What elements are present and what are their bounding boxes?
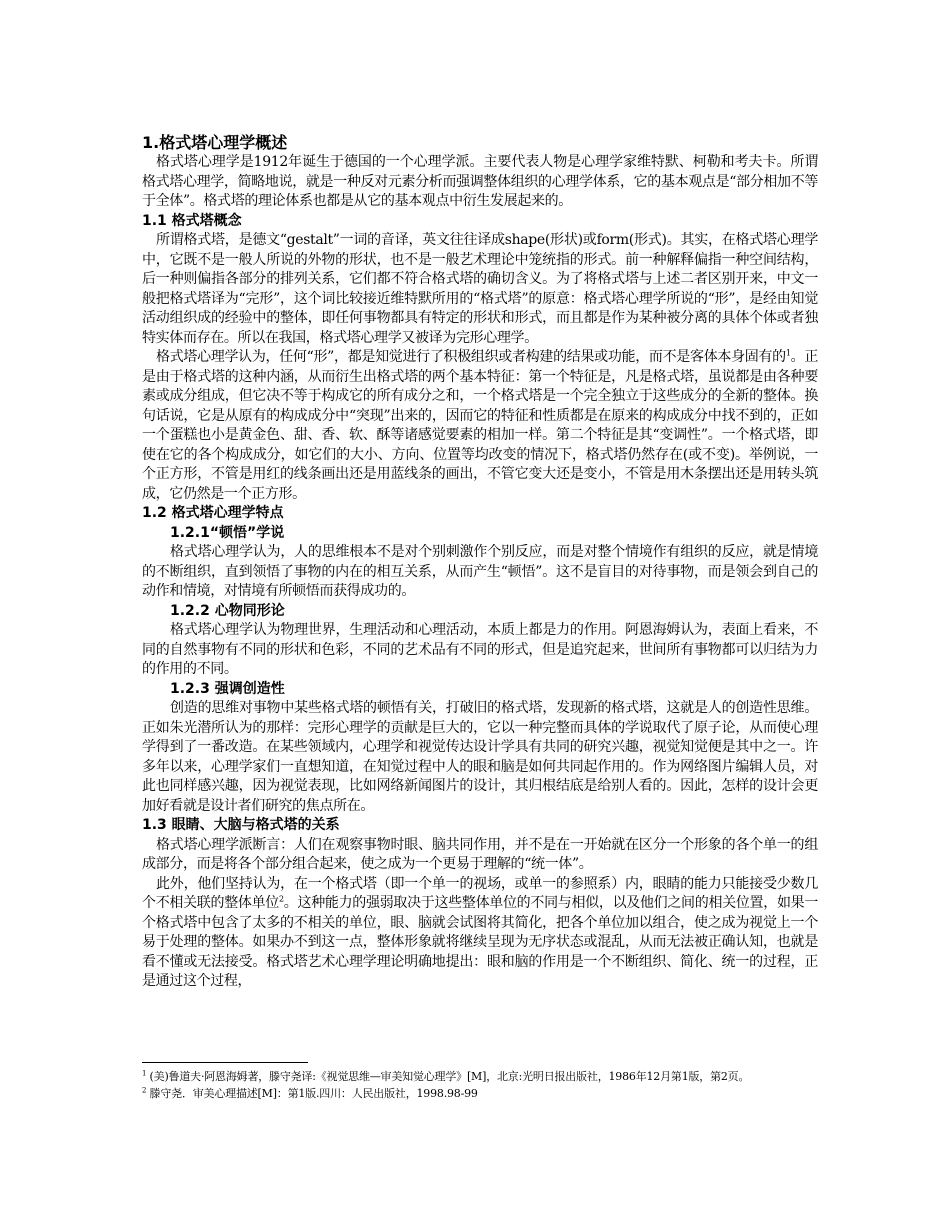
section-1-1-heading: 1.1 格式塔概念: [142, 212, 242, 229]
section-1-3-paragraph-2: [142, 875, 818, 992]
paragraph-text: 格式塔心理学认为，任何“形”，都是知觉进行了积极组织或者构建的结果或功能，而不是客体本身固有的: [156, 349, 786, 365]
paragraph-text: 此外，他们坚持认为，在一个格式塔（即一个单一的视场，或单一的参照系）内，眼睛的能力只能接受少数几个不相关联的整体单位: [142, 875, 818, 911]
footnote-separator: [142, 1062, 308, 1063]
section-1-3-heading: 1.3 眼睛、大脑与格式塔的关系: [142, 817, 340, 833]
footnote-mark: 1: [142, 1069, 147, 1078]
paragraph-text: 。正是由于格式塔的这种内涵，从而衍生出格式塔的两个基本特征：第一个特征是，凡是格式塔，虽说都是由各种要素或成分组成，但它决不等于构成它的所有成分之和，一个格式塔是一个完全独立于这些成分的全新的整体。换句话说，它是从原有的构成成分中“突现”出来的，因而它的特征和性质都是在原来的构成成分中找不到的，正如一个蛋糕也小是黄金色、甜、香、软、酥等诸感觉要素的相加一样。第二个特征是其“变调性”。一个格式塔，即使在它的各个构成成分，如它们的大小、方向、位置等均改变的情况下，格式塔仍然存在(或不变)。举例说，一个正方形，不管是用红的线条画出还是用蓝线条的画出，不管它变大还是变小，不管是用木条摆出还是用转头筑成，它仍然是一个正方形。: [142, 349, 818, 502]
footnote-text: (美)鲁道夫·阿恩海姆著，滕守尧译:《视觉思维—审美知觉心理学》[M]，北京:光明日报出版社，1986年12月第1版，第2页。: [146, 1070, 750, 1083]
footnotes: [142, 1068, 818, 1102]
footnote-ref-1[interactable]: 1: [785, 348, 791, 358]
footnote-2: [142, 1085, 818, 1102]
paragraph-text: 。这种能力的强弱取决于这些整体单位的不同与相似，以及他们之间的相关位置，如果一个格式塔中包含了太多的不相关的单位，眼、脑就会试图将其简化，把各个单位加以组合，使之成为视觉上一个易于处理的整体。如果办不到这一点，整体形象就将继续呈现为无序状态或混乱，从而无法被正确认知，也就是看不懂或无法接受。格式塔艺术心理学理论明确地提出：眼和脑的作用是一个不断组织、简化、统一的过程，正是通过这个过程，: [142, 895, 819, 989]
section-1-1-paragraph-1: 所谓格式塔，是德文“gestalt”一词的音译，英文往往译成shape(形状)或form(形式)。其实，在格式塔心理学中，它既不是一般人所说的外物的形状，也不是一般艺术理论中笼统指的形式。前一种解释偏指一种空间结构，后一种则偏指各部分的排列关系，它们都不符合格式塔的确切含义。为了将格式塔与上述二者区别开来，中文一般把格式塔译为“完形”，这个词比较接近维特默所用的“格式塔”的原意：格式塔心理学所说的“形”，是经由知觉活动组织成的经验中的整体，即任何事物都具有特定的形状和形式，而且都是作为某种被分离的具体个体或者独特实体而存在。所以在我国，格式塔心理学又被译为完形心理学。: [142, 232, 818, 346]
section-1-2-2-heading: 1.2.2 心物同形论: [170, 602, 285, 619]
footnote-ref-2[interactable]: 2: [279, 894, 284, 904]
section-1-2-2-paragraph: 格式塔心理学认为物理世界，生理活动和心理活动，本质上都是力的作用。阿恩海姆认为，表面上看来，不同的自然事物有不同的形状和色彩，不同的艺术品有不同的形式，但是追究起来，世间所有事物都可以归结为力的作用的不同。: [142, 622, 818, 677]
section-1-2-3-paragraph: 创造的思维对事物中某些格式塔的顿悟有关，打破旧的格式塔，发现新的格式塔，这就是人的创造性思维。正如朱光潜所认为的那样：完形心理学的贡献是巨大的，它以一种完整而具体的学说取代了原子论，从而使心理学得到了一番改造。在某些领域内，心理学和视觉传达设计学具有共同的研究兴趣，视觉知觉便是其中之一。许多年以来，心理学家们一直想知道，在知觉过程中人的眼和脑是如何共同起作用的。作为网络图片编辑人员，对此也同样感兴趣，因为视觉表现，比如网络新闻图片的设计，其归根结底是给别人看的。因此，怎样的设计会更加好看就是设计者们研究的焦点所在。: [142, 700, 818, 814]
section-1-2-3-heading: 1.2.3 强调创造性: [170, 680, 285, 697]
footnote-1: [142, 1068, 818, 1085]
section-1-2-1-paragraph: 格式塔心理学认为，人的思维根本不是对个别刺激作个别反应，而是对整个情境作有组织的反应，就是情境的不断组织，直到领悟了事物的内在的相互关系，从而产生“顿悟”。这不是盲目的对待事物，而是领会到自己的动作和情境，对情境有所顿悟而获得成功的。: [142, 544, 818, 599]
document-body: [142, 133, 818, 992]
section-1-1-paragraph-2: [142, 348, 818, 504]
section-1-heading: 1.格式塔心理学概述: [142, 133, 288, 152]
section-1-3-paragraph-1: 格式塔心理学派断言：人们在观察事物时眼、脑共同作用，并不是在一开始就在区分一个形象的各个单一的组成部分，而是将各个部分组合起来，使之成为一个更易于理解的“统一体”。: [142, 836, 818, 872]
footnote-mark: 2: [142, 1086, 147, 1095]
footnote-text: 滕守尧．审美心理描述[M]：第1版.四川：人民出版社，1998.98-99: [146, 1087, 478, 1100]
section-1-2-1-heading: 1.2.1“顿悟”学说: [170, 524, 285, 541]
section-1-2-heading: 1.2 格式塔心理学特点: [142, 505, 284, 521]
intro-paragraph: 格式塔心理学是1912年诞生于德国的一个心理学派。主要代表人物是心理学家维特默、柯勒和考夫卡。所谓格式塔心理学，简略地说，就是一种反对元素分析而强调整体组织的心理学体系，它的基本观点是“部分相加不等于全体”。格式塔的理论体系也都是从它的基本观点中衍生发展起来的。: [142, 154, 818, 209]
